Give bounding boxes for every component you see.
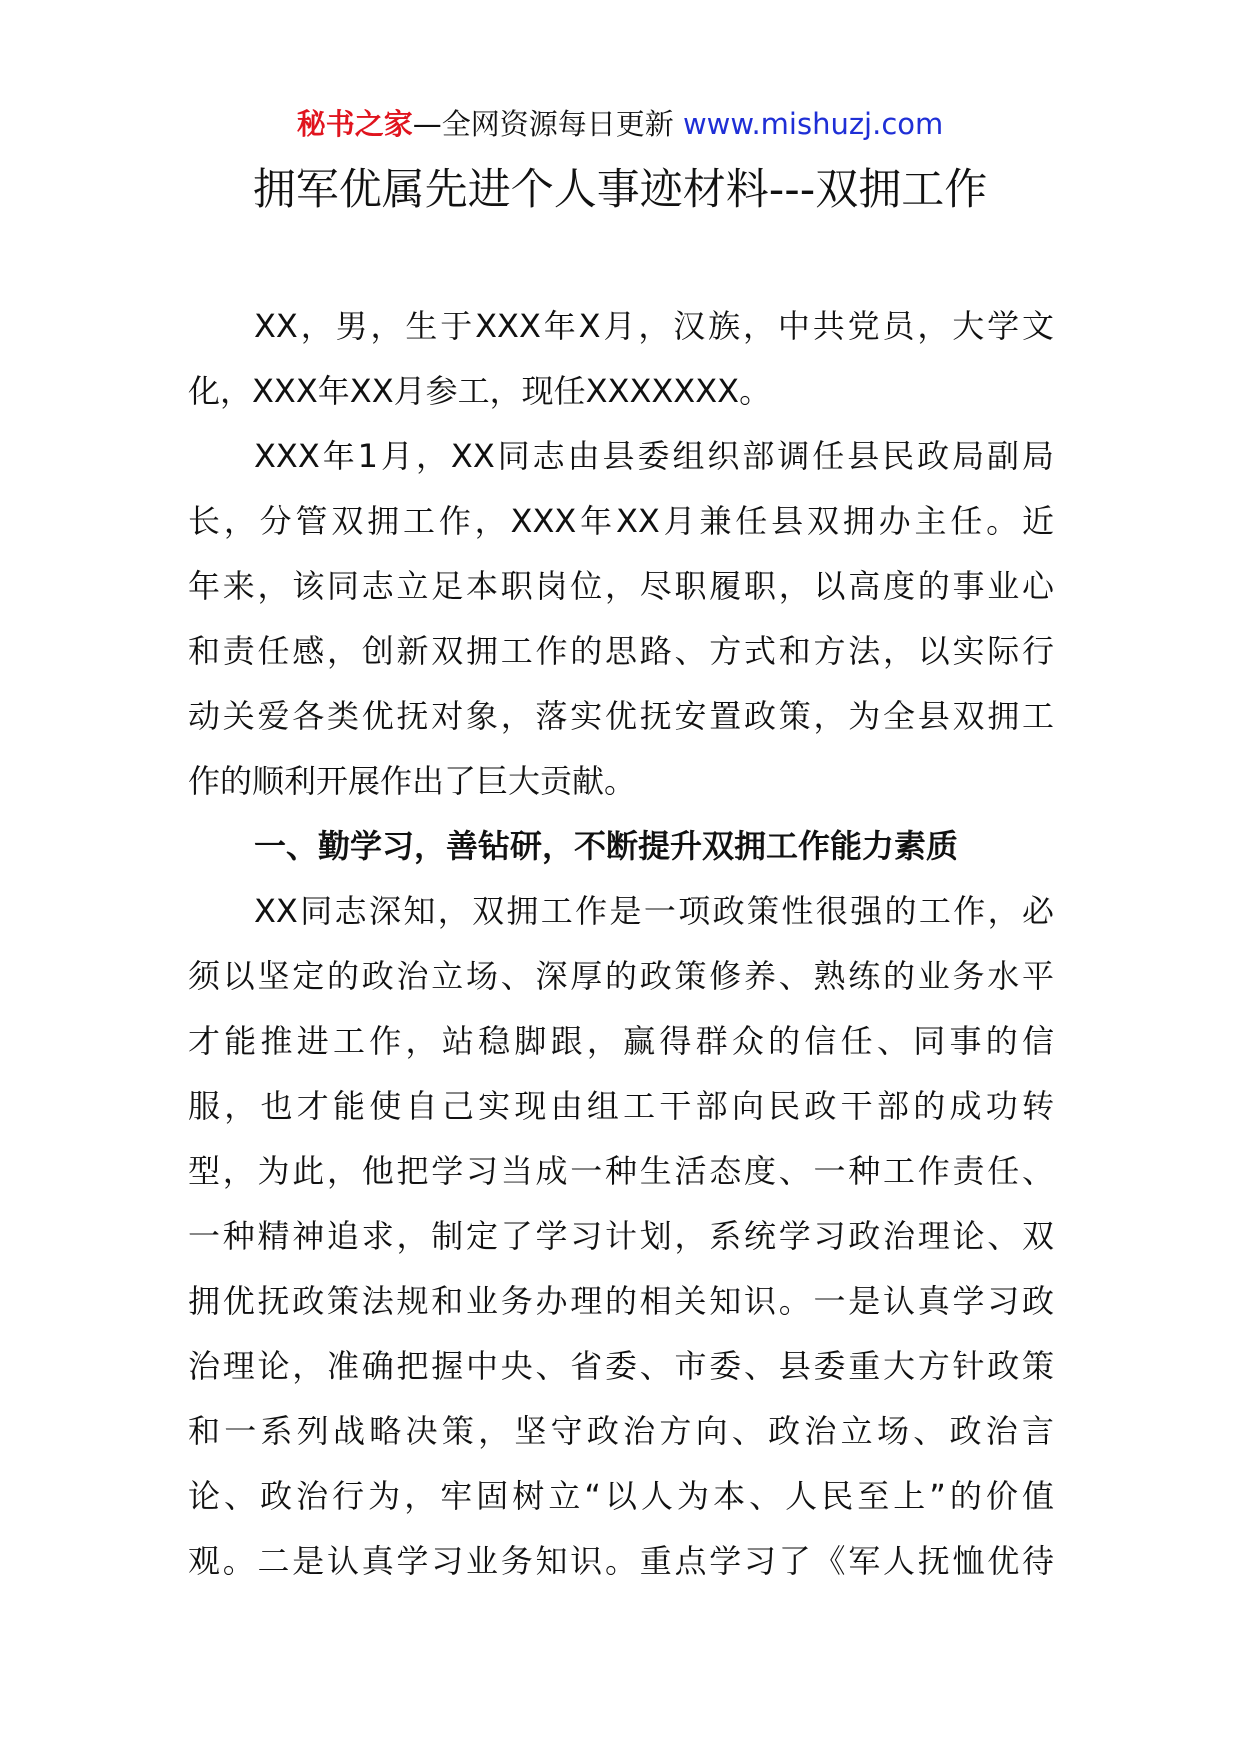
paragraph-3-line-9: 和一系列战略决策，坚守政治方向、政治立场、政治言 [188,1412,1054,1450]
site-brand: 秘书之家 [296,107,413,141]
paragraph-2-line-3: 年来，该同志立足本职岗位，尽职履职，以高度的事业心 [188,567,1054,605]
paragraph-1-line-2: 化，XXX年XX月参工，现任XXXXXXX。 [188,372,772,410]
document-title: 拥军优属先进个人事迹材料---双拥工作 [252,165,988,215]
paragraph-3-line-6: 一种精神追求，制定了学习计划，系统学习政治理论、双 [188,1217,1054,1255]
paragraph-3-line-7: 拥优抚政策法规和业务办理的相关知识。一是认真学习政 [188,1282,1054,1320]
site-header [0,104,1240,144]
paragraph-2-line-4: 和责任感，创新双拥工作的思路、方式和方法，以实际行 [188,632,1054,670]
paragraph-3-line-10: 论、政治行为，牢固树立“以人为本、人民至上”的价值 [188,1477,1054,1515]
site-url-link[interactable]: www.mishuzj.com [682,107,944,141]
paragraph-2-line-1: XXX年1月，XX同志由县委组织部调任县民政局副局 [254,437,1054,475]
paragraph-1-line-1: XX，男，生于XXX年X月，汉族，中共党员，大学文 [254,307,1054,345]
paragraph-2-line-5: 动关爱各类优抚对象，落实优抚安置政策，为全县双拥工 [188,697,1054,735]
paragraph-3-line-4: 服，也才能使自己实现由组工干部向民政干部的成功转 [188,1087,1054,1125]
site-tagline: —全网资源每日更新 [412,107,683,141]
paragraph-3-line-11: 观。二是认真学习业务知识。重点学习了《军人抚恤优待 [188,1542,1054,1580]
paragraph-3-line-3: 才能推进工作，站稳脚跟，赢得群众的信任、同事的信 [188,1022,1054,1060]
paragraph-2-line-2: 长，分管双拥工作，XXX年XX月兼任县双拥办主任。近 [188,502,1054,540]
section-heading-1: 一、勤学习，善钻研，不断提升双拥工作能力素质 [254,827,959,865]
paragraph-2-line-6: 作的顺利开展作出了巨大贡献。 [188,762,637,800]
paragraph-3-line-8: 治理论，准确把握中央、省委、市委、县委重大方针政策 [188,1347,1054,1385]
paragraph-3-line-5: 型，为此，他把学习当成一种生活态度、一种工作责任、 [188,1152,1054,1190]
paragraph-3-line-1: XX同志深知，双拥工作是一项政策性很强的工作，必 [254,892,1054,930]
document-body [188,294,1054,1594]
paragraph-3-line-2: 须以坚定的政治立场、深厚的政策修养、熟练的业务水平 [188,957,1054,995]
